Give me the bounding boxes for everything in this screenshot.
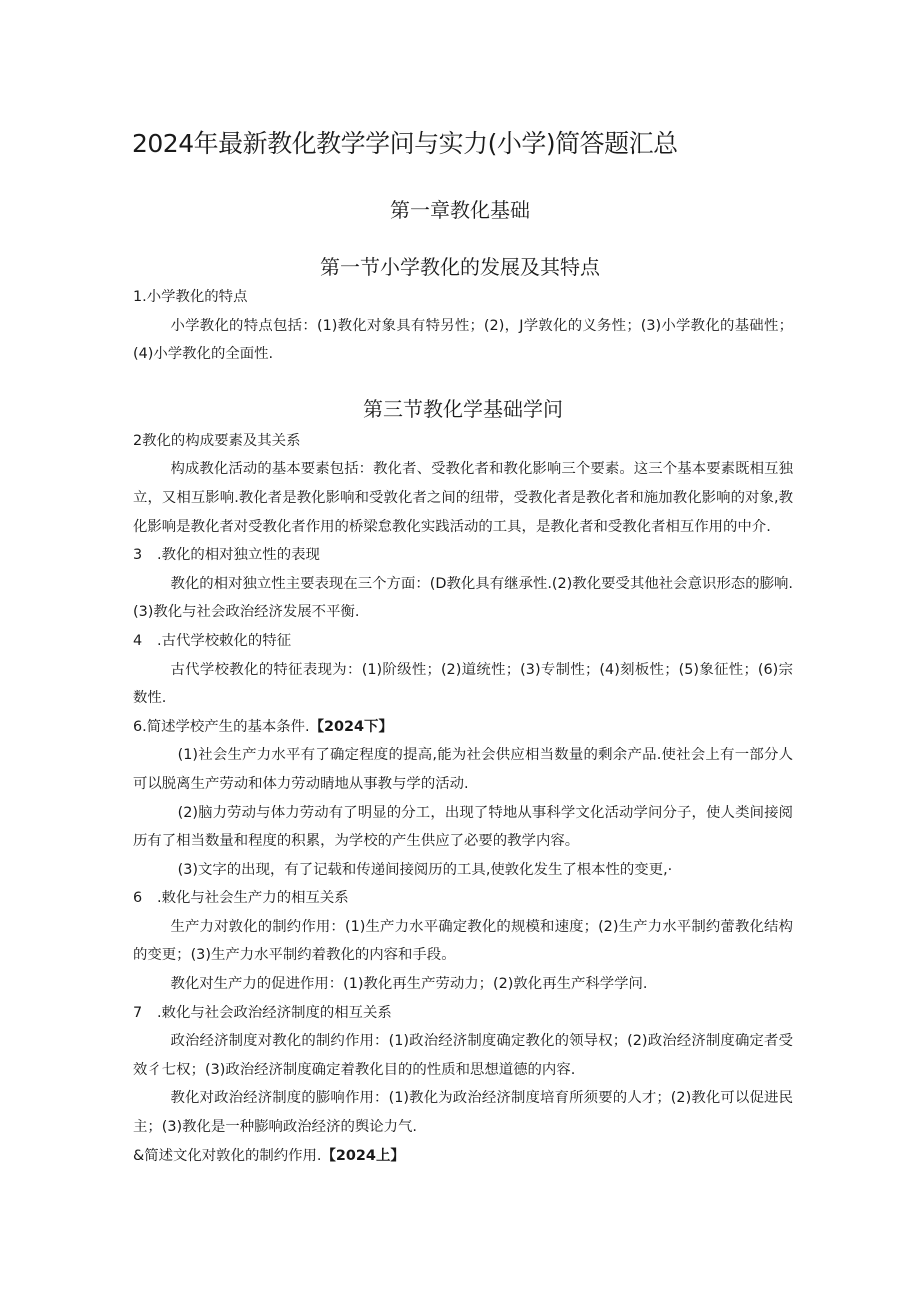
document-title: 2024年最新教化教学学问与实力(小学)简答题汇总 xyxy=(132,129,678,158)
document-body xyxy=(133,283,793,1170)
question-6a-answer-2: (2)脑力劳动与体力劳动有了明显的分工，出现了特地从事科学文化活动学问分子，使人类间接阅历有了相当数量和程度的积累，为学校的产生供应了必要的教学内容。 xyxy=(133,804,793,850)
question-6a-answer-3: (3)文字的出现，有了记载和传递间接阅历的工具,使敦化发生了根本性的变更,· xyxy=(177,861,673,878)
question-6b-label: 6 .敕化与社会生产力的相互关系 xyxy=(133,890,349,907)
exam-tag: 【2024下】 xyxy=(309,718,393,735)
question-6b-answer-2: 教化对生产力的促进作用：(1)教化再生产劳动力；(2)敦化再生产科学学问. xyxy=(170,976,648,993)
question-4-label: 4 .古代学校敕化的特征 xyxy=(133,632,292,649)
question-7-answer-1: 政治经济制度对教化的制约作用：(1)政治经济制度确定教化的领导权；(2)政治经济制度确定者受效彳七权；(3)政治经济制度确定着教化目的的性质和思想道德的内容. xyxy=(133,1033,793,1078)
section-heading-3: 第三节教化学基础学问 xyxy=(363,396,563,421)
section-heading-1: 第一节小学教化的发展及其特点 xyxy=(320,255,600,279)
question-2-answer: 构成教化活动的基本要素包括：教化者、受教化者和教化影响三个要素。这三个基本要素既相互独立，又相互影响.教化者是教化影响和受敦化者之间的纽带，受教化者是教化者和施加教化影响的对象,教化影响是教化者对受教化者作用的桥梁怠教化实践活动的工具，是教化者和受教化者相互作用的中介. xyxy=(133,461,793,535)
question-2-label: 2教化的构成要素及其关系 xyxy=(133,432,301,449)
question-1-label: 1.小学教化的特点 xyxy=(133,289,248,305)
question-3-answer: 教化的相对独立性主要表现在三个方面：(D教化具有继承性.(2)教化要受其他社会意识形态的膨响.(3)教化与社会政治经济发展不平衡. xyxy=(133,575,793,621)
question-6a-label: 6.简述学校产生的基本条件.【2024下】 xyxy=(133,718,393,735)
spacer xyxy=(133,369,793,394)
question-8-label: &简述文化对敦化的制约作用.【2024上】 xyxy=(133,1147,405,1164)
question-1-answer: 小学教化的特点包括：(1)教化对象具有特另性；(2)，J学敦化的义务性；(3)小学教化的基础性；(4)小学教化的全面性. xyxy=(133,317,793,363)
chapter-heading: 第一章教化基础 xyxy=(390,198,530,222)
exam-tag: 【2024上】 xyxy=(321,1147,405,1164)
question-4-answer: 古代学校教化的特征表现为：(1)阶级性；(2)道统性；(3)专制性；(4)刻板性；(5)象征性；(6)宗数性. xyxy=(133,661,793,707)
question-3-label: 3 .教化的相对独立性的表现 xyxy=(133,547,320,564)
question-7-answer-2: 教化对政治经济制度的膨响作用：(1)教化为政治经济制度培育所须要的人才；(2)教化可以促进民主；(3)教化是一种膨响政治经济的舆论力气. xyxy=(133,1090,793,1136)
question-6b-answer-1: 生产力对敦化的制约作用：(1)生产力水平确定教化的规模和速度；(2)生产力水平制约蕾教化结构的变更；(3)生产力水平制约着教化的内容和手段。 xyxy=(133,918,793,964)
question-7-label: 7 .敕化与社会政治经济制度的相互关系 xyxy=(133,1004,392,1021)
question-6a-answer-1: (1)社会生产力水平有了确定程度的提高,能为社会供应相当数量的剩余产品.使社会上有一部分人可以脱离生产劳动和体力劳动睛地从事教与学的活动. xyxy=(133,747,793,792)
